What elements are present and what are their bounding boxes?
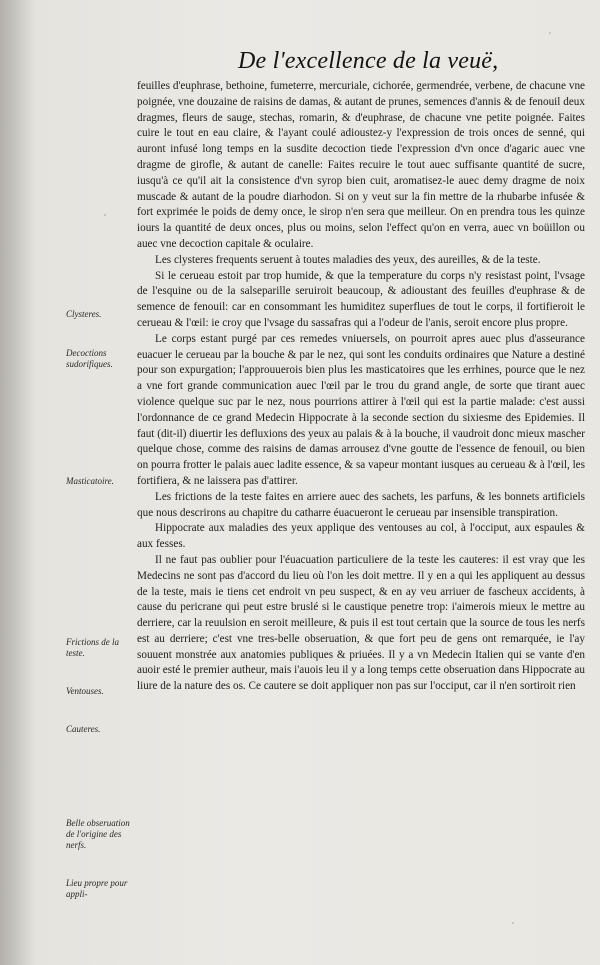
margin-note-cauteres: Cauteres.: [66, 724, 101, 734]
main-text: [137, 79, 585, 909]
margin-note-frictions: Frictions de la teste.: [66, 637, 119, 658]
paper-speck: [104, 214, 106, 216]
paragraph-6: Hippocrate aux maladies des yeux applique des ventouses au col, à l'occiput, aux espaules & aux fesses.: [137, 522, 585, 551]
margin-notes: [0, 0, 135, 965]
paragraph-3: Si le cerueau estoit par trop humide, & que la temperature du corps n'y resistast point, l'vsage de l'esquine ou de la salseparille seruiroit beaucoup, & adioustant des feuilles d'euphrase & de semence de fenouil: car en consommant les humiditez superflues de tout le corps, il fortifieroit le cerueau & l'œil: ie croy que l'vsage du sassafras qui a l'odeur de l'anis, seroit encore plus propre.: [137, 269, 585, 329]
paragraph-7: Il ne faut pas oublier pour l'éuacuation particuliere de la teste les cauteres: il est vray que les Medecins ne sont pas d'accord du lieu où l'on les doit mettre. Il y en a qui les appliquent au dessus de la teste, mais ie tiens cet endroit vn peu suspect, & en ay veu arriuer de fascheux accidents, à cause du pericrane qui peut estre bruslé si le caustique penetre trop: i'aimerois mieux le mettre au derriere, car la reuulsion en seroit meilleure, & puis il est tout certain que la source de tous les nerfs est au derriere; c'est vne tres-belle obseruation, & que fort peu de gens ont remarquée, ie l'ay souuent monstrée aux anatomies publiques & priuées. Il y a vn Medecin Italien qui se vante d'en auoir esté le premier autheur, mais i'auois leu il y a long temps cette obseruation dans Hippocrate au liure de la nature des os. Ce cautere se doit appliquer non pas sur l'occiput, car il n'en sortiroit rien: [137, 553, 585, 693]
margin-note-ventouses: Ventouses.: [66, 686, 104, 696]
paragraph-5: Les frictions de la teste faites en arriere auec des sachets, les parfuns, & les bonnets artificiels que nous descrirons au chapitre du catharre éuacueront le cerueau par insensible transpiration.: [137, 490, 585, 519]
paper-speck: [512, 922, 514, 924]
margin-note-masticatoire: Masticatoire.: [66, 476, 114, 486]
paragraph-4: Le corps estant purgé par ces remedes vniuersels, on pourroit apres auec plus d'asseurance euacuer le cerueau par la bouche & par le nez, qui sont les conduits ordinaires que Nature a destiné pour son expurgation; l'approuuerois bien plus les masticatoires que les errhines, pource que le nez a vne fort grande communication auec l'œil par le trou du grand angle, de sorte que tirant auec violence quelque suc par le nez, nous pourrions attirer à l'œil qui est la partie malade: c'est aussi l'ordonnance de ce grand Medecin Hippocrate à la seconde section du sixiesme des Epidemies. Il faut (dit-il) diuertir les defluxions des yeux au palais & à la bouche, il vaudroit donc mieux mascher quelque chose, comme des raisins de damas arrousez d'vne goutte de l'essence de fenouil, ou bien on pourra frotter le palais auec ladite essence, & sa vapeur montant iusques au cerueau & à l'œil, les fortifiera, & ne laissera pas d'attirer.: [137, 332, 585, 487]
running-title: De l'excellence de la veuë,: [238, 48, 499, 74]
margin-note-lieu-propre: Lieu propre pour appli-: [66, 878, 128, 899]
paragraph-2: Les clysteres frequents seruent à toutes maladies des yeux, des aureilles, & de la teste.: [155, 253, 541, 266]
margin-note-clysteres: Clysteres.: [66, 309, 102, 319]
paragraph-1: feuilles d'euphrase, bethoine, fumeterre, mercuriale, cichorée, germendrée, verbene, de chacune vne poignée, vne douzaine de raisins de damas, & autant de prunes, semences d'annis & de fenouil deux dragmes, fleurs de sauge, stechas, romarin, & d'euphrase, de chacune vne petite poignée. Faites cuire le tout en eau claire, & l'ayant coulé adioustez-y l'expression de trois onces de senné, qui auront infusé long temps en la susdite decoction tiede l'expression d'vn once d'agaric auec vne dragme de girofle, & autant de canelle: Faites recuire le tout auec suffisante quantité de sucre, iusqu'à ce qu'il ait la consistence d'vn syrop bien cuit, aromatisez-le auec demy dragme de noix muscade & autant de la poudre diarhodon. Si on y veut sur la fin mettre de la rhubarbe infusée & fort exprimée le poids de demy once, le sirop n'en sera que meilleur. On en prendra tous les quinze iours la quantité de deux onces, plus ou moins, selon l'effect qu'on en verra, auec vn boüillon ou auec vne decoction capitale & oculaire.: [137, 80, 585, 250]
margin-note-decoctions: Decoctions sudorifiques.: [66, 348, 113, 369]
margin-note-belle-observation: Belle obseruation de l'origine des nerfs.: [66, 818, 130, 850]
paper-speck: [549, 32, 551, 34]
